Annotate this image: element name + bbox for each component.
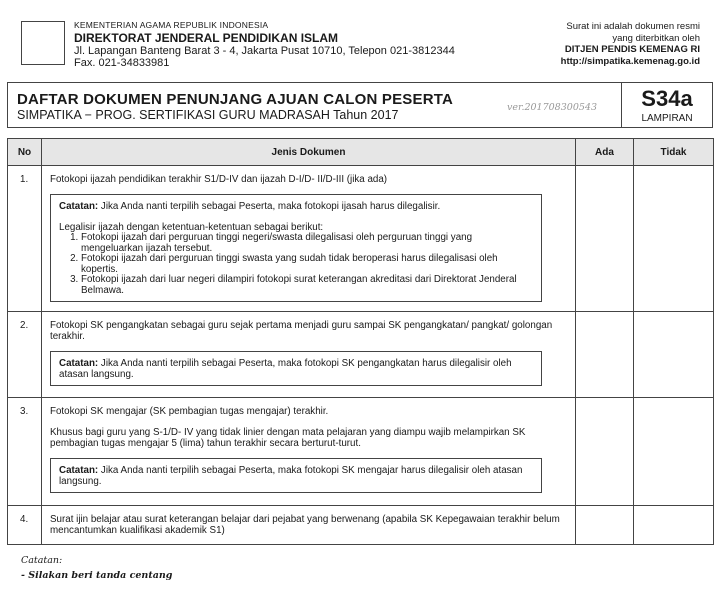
footer-note: - Silakan beri tanda centang [21, 570, 173, 581]
row-number: 4. [8, 506, 42, 545]
legal-list [59, 233, 533, 296]
form-code-box [621, 83, 712, 127]
tidak-checkbox-cell[interactable] [634, 166, 714, 312]
letterhead [74, 19, 455, 69]
footer-label: Catatan: [21, 555, 63, 566]
document-subtitle: SIMPATIKA − PROG. SERTIFIKASI GURU MADRASAH Tahun 2017 [17, 108, 399, 122]
fax: Fax. 021-34833981 [74, 57, 170, 69]
col-header-no: No [8, 139, 42, 166]
document-title: DAFTAR DOKUMEN PENUNJANG AJUAN CALON PESERTA [17, 91, 454, 108]
row-number: 3. [8, 398, 42, 506]
note-box [50, 194, 542, 302]
note-label: Catatan: [59, 465, 99, 476]
issuer-url: http://simpatika.kemenag.go.id [560, 55, 700, 67]
tidak-checkbox-cell[interactable] [634, 506, 714, 545]
row-text: Surat ijin belajar atau surat keterangan belajar dari pejabat yang berwenang (apabila SK Kepegawaian terakhir belum mencantumkan kualifikasi akademik S1) [50, 514, 560, 536]
issuer-line-1: Surat ini adalah dokumen resmi [566, 21, 700, 32]
tidak-checkbox-cell[interactable] [634, 312, 714, 398]
tidak-checkbox-cell[interactable] [634, 398, 714, 506]
row-extra-text: Khusus bagi guru yang S-1/D- IV yang tidak linier dengan mata pelajaran yang diampu wajib melampirkan SK pembagian tugas mengajar 5 (lima) tahun terakhir secara berturut-turut. [50, 427, 526, 449]
document-table [7, 138, 714, 545]
table-row [8, 166, 714, 312]
row-document [42, 312, 576, 398]
row-text: Fotokopi SK mengajar (SK pembagian tugas mengajar) terakhir. [50, 406, 329, 417]
form-code-label: LAMPIRAN [641, 113, 693, 124]
note-label: Catatan: [59, 201, 99, 212]
row-document [42, 506, 576, 545]
legal-intro: Legalisir ijazah dengan ketentuan-ketentuan sebagai berikut: [59, 221, 324, 233]
address: Jl. Lapangan Banteng Barat 3 - 4, Jakarta Pusat 10710, Telepon 021-3812344 [74, 45, 455, 57]
directorate-name: DIREKTORAT JENDERAL PENDIDIKAN ISLAM [74, 31, 339, 45]
col-header-ada: Ada [576, 139, 634, 166]
ada-checkbox-cell[interactable] [576, 398, 634, 506]
note-box [50, 351, 542, 386]
row-document [42, 166, 576, 312]
issuer-info [561, 21, 700, 67]
issuer-line-3: DITJEN PENDIS KEMENAG RI [564, 44, 700, 55]
list-item: 1. Fotokopi ijazah dari perguruan tinggi negeri/swasta dilegalisasi oleh perguruan tinggi yang mengeluarkan ijazah tersebut. [81, 233, 533, 254]
row-number: 2. [8, 312, 42, 398]
title-box [7, 82, 713, 128]
col-header-doc: Jenis Dokumen [42, 139, 576, 166]
ada-checkbox-cell[interactable] [576, 312, 634, 398]
note-text: Jika Anda nanti terpilih sebagai Peserta, maka fotokopi SK pengangkatan harus dilegalisir oleh atasan langsung. [59, 358, 512, 380]
note-label: Catatan: [59, 358, 99, 369]
ada-checkbox-cell[interactable] [576, 506, 634, 545]
ministry-name: KEMENTERIAN AGAMA REPUBLIK INDONESIA [74, 20, 269, 30]
note-box [50, 458, 542, 493]
ada-checkbox-cell[interactable] [576, 166, 634, 312]
table-row [8, 398, 714, 506]
table-row [8, 506, 714, 545]
note-text: Jika Anda nanti terpilih sebagai Peserta, maka fotokopi SK mengajar harus dilegalisir oleh atasan langsung. [59, 465, 523, 487]
row-text: Fotokopi ijazah pendidikan terakhir S1/D-IV dan ijazah D-I/D- II/D-III (jika ada) [50, 174, 388, 185]
issuer-line-2: yang diterbitkan oleh [612, 32, 700, 44]
row-document [42, 398, 576, 506]
list-item: 3. Fotokopi ijazah dari luar negeri dilampiri fotokopi surat keterangan akreditasi dari Direktorat Jenderal Belmawa. [81, 275, 533, 296]
row-text: Fotokopi SK pengangkatan sebagai guru sejak pertama menjadi guru sampai SK pengangkatan/ pangkat/ golongan terakhir. [50, 320, 553, 342]
list-item: 2. Fotokopi ijazah dari perguruan tinggi swasta yang sudah tidak beroperasi harus dilegalisasi oleh kopertis. [81, 254, 533, 275]
table-row [8, 312, 714, 398]
version-label: ver.201708300543 [506, 102, 597, 113]
col-header-tidak: Tidak [634, 139, 714, 166]
table-header-row [8, 139, 714, 166]
note-text: Jika Anda nanti terpilih sebagai Peserta, maka fotokopi ijasah harus dilegalisir. [98, 201, 441, 212]
form-code: S34a [641, 86, 693, 111]
row-number: 1. [8, 166, 42, 312]
logo-placeholder [21, 21, 65, 65]
